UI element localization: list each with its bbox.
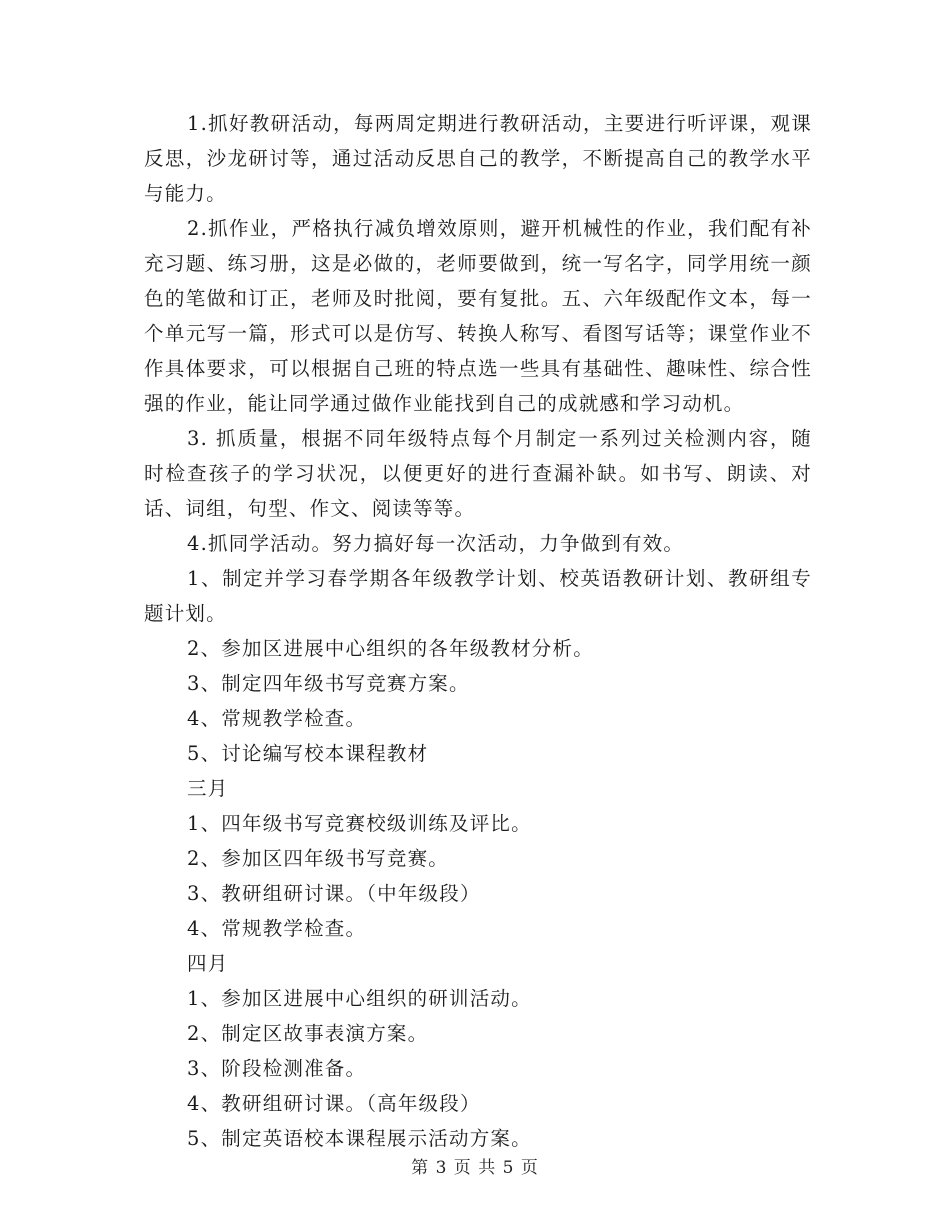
paragraph: 2.抓作业，严格执行减负增效原则，避开机械性的作业，我们配有补充习题、练习册，这是必做的，老师要做到，统一写名字，同学用统一颜色的笔做和订正，老师及时批阅，要有复批。五、六年级配作文本，每一个单元写一篇，形式可以是仿写、转换人称写、看图写话等；课堂作业不作具体要求，可以根据自己班的特点选一些具有基础性、趣味性、综合性强的作业，能让同学通过做作业能找到自己的成就感和学习动机。 [144, 217, 812, 415]
paragraph: 4.抓同学活动。努力搞好每一次活动，力争做到有效。 [187, 532, 685, 555]
list-item: 3、教研组研讨课。（中年级段） [187, 882, 481, 905]
list-item: 3、阶段检测准备。 [187, 1057, 367, 1080]
list-item: 2、参加区四年级书写竞赛。 [187, 847, 450, 870]
list-item: 5、制定英语校本课程展示活动方案。 [187, 1127, 532, 1150]
list-item: 4、教研组研讨课。（高年级段） [187, 1092, 481, 1115]
document-body [144, 106, 812, 1156]
paragraph: 3. 抓质量，根据不同年级特点每个月制定一系列过关检测内容，随时检查孩子的学习状况，以便更好的进行查漏补缺。如书写、朗读、对话、词组，句型、作文、阅读等等。 [144, 427, 812, 520]
list-item: 5、讨论编写校本课程教材 [187, 742, 429, 765]
month-heading: 四月 [187, 952, 229, 975]
paragraph: 1.抓好教研活动，每两周定期进行教研活动，主要进行听评课，观课反思，沙龙研讨等，通过活动反思自己的教学，不断提高自己的教学水平与能力。 [144, 112, 812, 205]
list-item: 1、参加区进展中心组织的研训活动。 [187, 987, 532, 1010]
page-footer [0, 1153, 950, 1178]
list-item: 4、常规教学检查。 [187, 707, 367, 730]
month-heading: 三月 [187, 777, 229, 800]
list-item: 3、制定四年级书写竞赛方案。 [187, 672, 470, 695]
list-item: 4、常规教学检查。 [187, 917, 367, 940]
page-number-label: 第 3 页 共 5 页 [411, 1158, 539, 1178]
list-item: 2、参加区进展中心组织的各年级教材分析。 [187, 637, 594, 660]
paragraph: 1、制定并学习春学期各年级教学计划、校英语教研计划、教研组专题计划。 [144, 567, 812, 625]
list-item: 2、制定区故事表演方案。 [187, 1022, 429, 1045]
list-item: 1、四年级书写竞赛校级训练及评比。 [187, 812, 532, 835]
